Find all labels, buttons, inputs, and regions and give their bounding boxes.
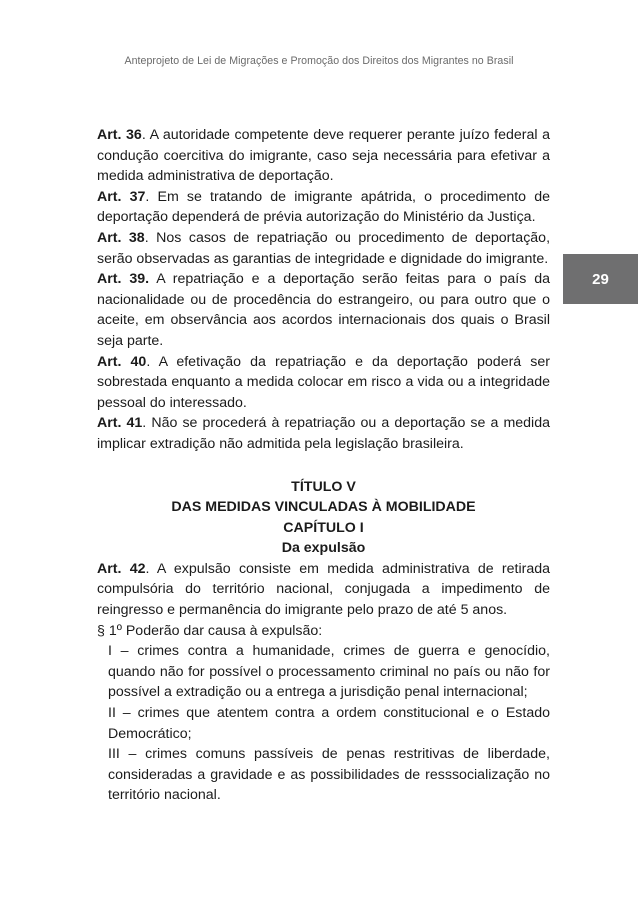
list-item: II – crimes que atentem contra a ordem constitucional e o Estado Democrático;: [108, 705, 550, 742]
article-sep: .: [146, 353, 151, 370]
article-label: Art. 41: [97, 415, 143, 432]
article-41: [97, 413, 550, 454]
title-block: [97, 477, 550, 559]
article-38: [97, 228, 550, 269]
article-label: Art. 40: [97, 353, 147, 370]
capitulo-name: Da expulsão: [281, 540, 366, 557]
article-39: [97, 269, 550, 351]
article-40: [97, 352, 550, 414]
article-42: [97, 559, 550, 621]
article-text: A autoridade competente deve requerer perante juízo federal a condução coercitiva do imigrante, caso seja necessária para efetivar a medida administrativa de deportação.: [97, 127, 551, 185]
article-text: Não se procederá à repatriação ou a deportação se a medida implicar extradição não admitida pela legislação brasileira.: [97, 415, 550, 452]
article-text: Em se tratando de imigrante apátrida, o procedimento de deportação dependerá de prévia autorização do Ministério da Justiça.: [97, 188, 551, 226]
article-sep: .: [145, 188, 150, 205]
article-text: A repatriação e a deportação serão feitas para o país da nacionalidade ou de procedência do estrangeiro, ou para outro que o aceite, em observância aos acordos internacionais dos quais o Brasil seja parte.: [97, 271, 550, 349]
article-label: Art. 37: [97, 188, 146, 205]
article-text: . A expulsão consiste em medida administrativa de retirada compulsória do território nacional, conjugada a impedimento de reingresso e permanência do imigrante pelo prazo de até 5 anos.: [97, 560, 551, 619]
running-header: Anteprojeto de Lei de Migrações e Promoção dos Direitos dos Migrantes no Brasil: [124, 55, 514, 67]
article-label: Art. 39.: [97, 271, 150, 288]
page-number-tab: 29: [563, 254, 638, 304]
article-37: [97, 187, 550, 228]
article-sep: .: [144, 229, 149, 246]
article-sep: .: [141, 127, 146, 143]
article-label: Art. 42: [97, 560, 146, 577]
article-label: Art. 38: [97, 229, 145, 246]
expulsion-causes-list: [97, 641, 550, 806]
article-text: Nos casos de repatriação ou procedimento de deportação, serão observadas as garantias de integridade e dignidade do imigrante.: [97, 229, 551, 267]
article-sep: .: [142, 415, 147, 432]
article-text: A efetivação da repatriação e da deportação poderá ser sobrestada enquanto a medida colocar em risco a vida ou a integridade pessoal do interessado.: [97, 353, 550, 411]
paragraph-1: § 1º Poderão dar causa à expulsão:: [97, 622, 323, 639]
titulo-name: DAS MEDIDAS VINCULADAS À MOBILIDADE: [171, 499, 476, 516]
list-item: I – crimes contra a humanidade, crimes de guerra e genocídio, quando não for possível o processamento criminal no país ou não for possível a extradição ou a entrega a jurisdição penal internacional;: [108, 643, 550, 701]
titulo-heading: TÍTULO V: [291, 478, 356, 495]
article-36: [97, 125, 550, 187]
article-label: Art. 36: [97, 127, 142, 143]
capitulo-heading: CAPÍTULO I: [283, 519, 364, 536]
list-item: III – crimes comuns passíveis de penas restritivas de liberdade, consideradas a gravidade e as possibilidades de resssocialização no território nacional.: [108, 746, 550, 804]
document-body: [97, 125, 550, 806]
